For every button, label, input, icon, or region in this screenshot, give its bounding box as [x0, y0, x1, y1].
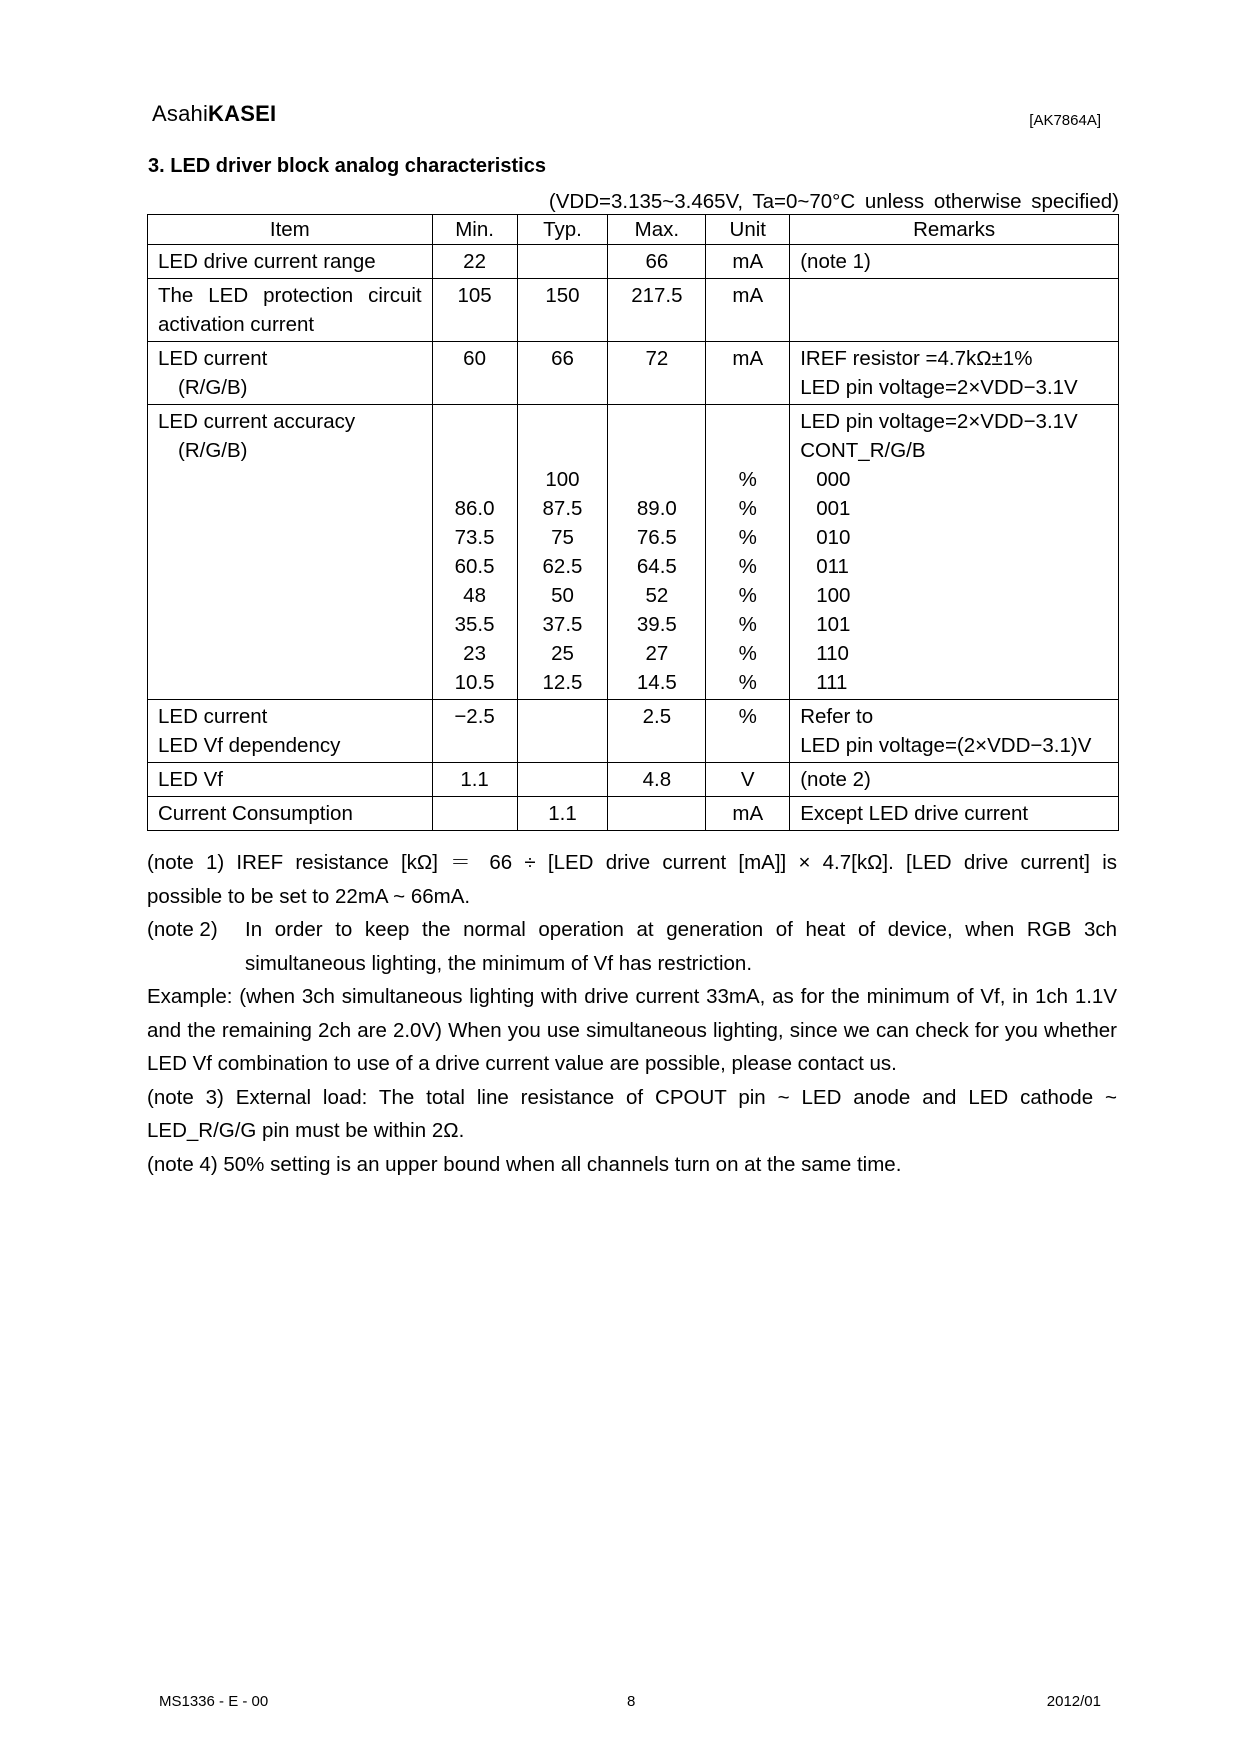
note-2-text: In order to keep the normal operation at generation of heat of device, when RGB 3ch simultaneous lighting, the minimum of Vf has restriction. — [245, 918, 1117, 975]
accuracy-value: 27 — [645, 642, 669, 665]
cell-unit: mA — [706, 797, 790, 831]
document-id: [AK7864A] — [1029, 112, 1101, 129]
table-row — [148, 245, 1119, 279]
accuracy-unit: % — [738, 613, 757, 636]
table-row — [148, 342, 1119, 405]
accuracy-value — [437, 465, 513, 494]
cell-unit: V — [706, 763, 790, 797]
cell-max — [608, 405, 706, 700]
cell-min: −2.5 — [432, 700, 517, 763]
note-3-line-2: LED_R/G/G pin must be within 2Ω. — [147, 1119, 465, 1142]
cell-typ — [517, 405, 608, 700]
cell-unit: mA — [706, 245, 790, 279]
remarks-line: Refer to — [800, 705, 874, 728]
accuracy-value: 37.5 — [542, 613, 583, 636]
table-header-row — [148, 215, 1119, 245]
test-conditions: (VDD=3.135~3.465V, Ta=0~70°C unless otherwise specified) — [548, 190, 1119, 213]
cell-remarks: (note 1) — [790, 245, 1119, 279]
logo-kasei: KASEI — [208, 101, 277, 126]
accuracy-value: 52 — [645, 584, 669, 607]
accuracy-value: 25 — [551, 642, 574, 665]
note-2-example: Example: (when 3ch simultaneous lighting with drive current 33mA, as for the minimum of Vf, in 1ch 1.1V and the remaining 2ch are 2.0V) When you use simultaneous lighting, since we can check for you whether LED Vf combination to use of a drive current value are possible, please contact us. — [147, 985, 1117, 1075]
accuracy-value: 10.5 — [454, 671, 495, 694]
cell-remarks: Except LED drive current — [790, 797, 1119, 831]
table-row — [148, 763, 1119, 797]
cell-unit: % — [706, 700, 790, 763]
cell-typ — [517, 245, 608, 279]
cell-item — [148, 405, 433, 700]
accuracy-value: 39.5 — [636, 613, 677, 636]
accuracy-value — [612, 465, 701, 494]
cell-remarks — [790, 405, 1119, 700]
footer-doc-number: MS1336 - E - 00 — [159, 1693, 269, 1710]
accuracy-unit: % — [738, 526, 757, 549]
accuracy-unit: % — [738, 497, 757, 520]
cont-code: 001 — [816, 497, 851, 520]
cell-remarks: (note 2) — [790, 763, 1119, 797]
cell-unit: mA — [706, 279, 790, 342]
cell-remarks — [790, 700, 1119, 763]
footer-page-number: 8 — [627, 1693, 636, 1710]
accuracy-value: 87.5 — [542, 497, 583, 520]
cell-max — [608, 797, 706, 831]
cell-unit — [706, 405, 790, 700]
cell-item — [148, 700, 433, 763]
table-row — [148, 405, 1119, 700]
remarks-line: LED pin voltage=(2×VDD−3.1)V — [800, 734, 1092, 757]
item-line: LED current — [158, 347, 268, 370]
accuracy-unit: % — [738, 642, 757, 665]
accuracy-value: 76.5 — [636, 526, 677, 549]
accuracy-value: 48 — [463, 584, 486, 607]
accuracy-unit: % — [738, 671, 757, 694]
cell-remarks — [790, 342, 1119, 405]
accuracy-value: 12.5 — [542, 671, 583, 694]
cell-typ: 150 — [517, 279, 608, 342]
cell-item: LED Vf — [148, 763, 433, 797]
cell-max: 72 — [608, 342, 706, 405]
note-1-line-2: possible to be set to 22mA ~ 66mA. — [147, 884, 471, 908]
company-logo — [152, 101, 276, 127]
cell-min: 1.1 — [432, 763, 517, 797]
item-line: LED current accuracy — [158, 410, 356, 433]
cell-item: Current Consumption — [148, 797, 433, 831]
cont-code: 111 — [816, 671, 848, 694]
cell-max: 217.5 — [608, 279, 706, 342]
cell-min: 22 — [432, 245, 517, 279]
cont-code: 000 — [816, 468, 851, 491]
cell-typ — [517, 763, 608, 797]
accuracy-unit: % — [738, 468, 757, 491]
cont-code: 101 — [816, 613, 851, 636]
item-line: activation current — [158, 313, 315, 336]
cell-max: 66 — [608, 245, 706, 279]
accuracy-value: 14.5 — [636, 671, 677, 694]
accuracy-value: 50 — [551, 584, 574, 607]
cell-typ: 1.1 — [517, 797, 608, 831]
item-line: The LED protection circuit — [158, 284, 422, 307]
remarks-line: IREF resistor =4.7kΩ±1% — [800, 347, 1033, 370]
cell-max: 2.5 — [608, 700, 706, 763]
cell-item — [148, 342, 433, 405]
header-unit: Unit — [706, 215, 790, 245]
accuracy-value: 23 — [463, 642, 486, 665]
accuracy-value: 86.0 — [454, 497, 495, 520]
accuracy-unit: % — [738, 584, 757, 607]
accuracy-value: 100 — [545, 468, 580, 491]
cell-min: 105 — [432, 279, 517, 342]
remarks-line: LED pin voltage=2×VDD−3.1V — [800, 376, 1078, 399]
header-min: Min. — [432, 215, 517, 245]
note-4: (note 4) 50% setting is an upper bound when all channels turn on at the same time. — [147, 1152, 902, 1176]
remarks-line: LED pin voltage=2×VDD−3.1V — [800, 410, 1078, 433]
table-row — [148, 279, 1119, 342]
accuracy-value: 62.5 — [542, 555, 583, 578]
remarks-line: CONT_R/G/B — [800, 439, 926, 462]
cell-max: 4.8 — [608, 763, 706, 797]
accuracy-value: 35.5 — [454, 613, 495, 636]
accuracy-value: 64.5 — [636, 555, 677, 578]
cell-min — [432, 797, 517, 831]
accuracy-value: 89.0 — [636, 497, 677, 520]
header-max: Max. — [608, 215, 706, 245]
cell-typ — [517, 700, 608, 763]
item-line: LED current — [158, 705, 268, 728]
logo-asahi: Asahi — [152, 101, 209, 126]
table-row — [148, 700, 1119, 763]
header-remarks: Remarks — [790, 215, 1119, 245]
accuracy-value: 75 — [551, 526, 574, 549]
note-2 — [147, 913, 1117, 980]
header-item: Item — [148, 215, 433, 245]
section-title: 3. LED driver block analog characteristics — [148, 155, 546, 177]
item-line: LED Vf dependency — [158, 734, 341, 757]
table-row — [148, 797, 1119, 831]
header-typ: Typ. — [517, 215, 608, 245]
cell-unit: mA — [706, 342, 790, 405]
footer-date: 2012/01 — [1046, 1693, 1101, 1710]
cell-typ: 66 — [517, 342, 608, 405]
notes-section — [147, 846, 1117, 1181]
note-3-line-1: (note 3) External load: The total line resistance of CPOUT pin ~ LED anode and LED cathode ~ — [147, 1085, 1117, 1109]
cell-min: 60 — [432, 342, 517, 405]
cell-min — [432, 405, 517, 700]
cont-code: 010 — [816, 526, 851, 549]
cont-code: 110 — [816, 642, 849, 665]
cell-item — [148, 279, 433, 342]
cell-item: LED drive current range — [148, 245, 433, 279]
accuracy-value: 73.5 — [454, 526, 495, 549]
accuracy-value: 60.5 — [454, 555, 495, 578]
item-line: (R/G/B) — [178, 376, 248, 399]
note-2-label: (note 2) — [147, 918, 218, 941]
cont-code: 011 — [816, 555, 849, 578]
item-line: (R/G/B) — [178, 439, 248, 462]
accuracy-unit: % — [738, 555, 757, 578]
note-1-line-1: (note 1) IREF resistance [kΩ] ＝ 66 ÷ [LED drive current [mA]] × 4.7[kΩ]. [LED drive current] is — [147, 851, 1117, 874]
cont-code: 100 — [816, 584, 851, 607]
characteristics-table — [147, 214, 1119, 831]
cell-remarks — [790, 279, 1119, 342]
